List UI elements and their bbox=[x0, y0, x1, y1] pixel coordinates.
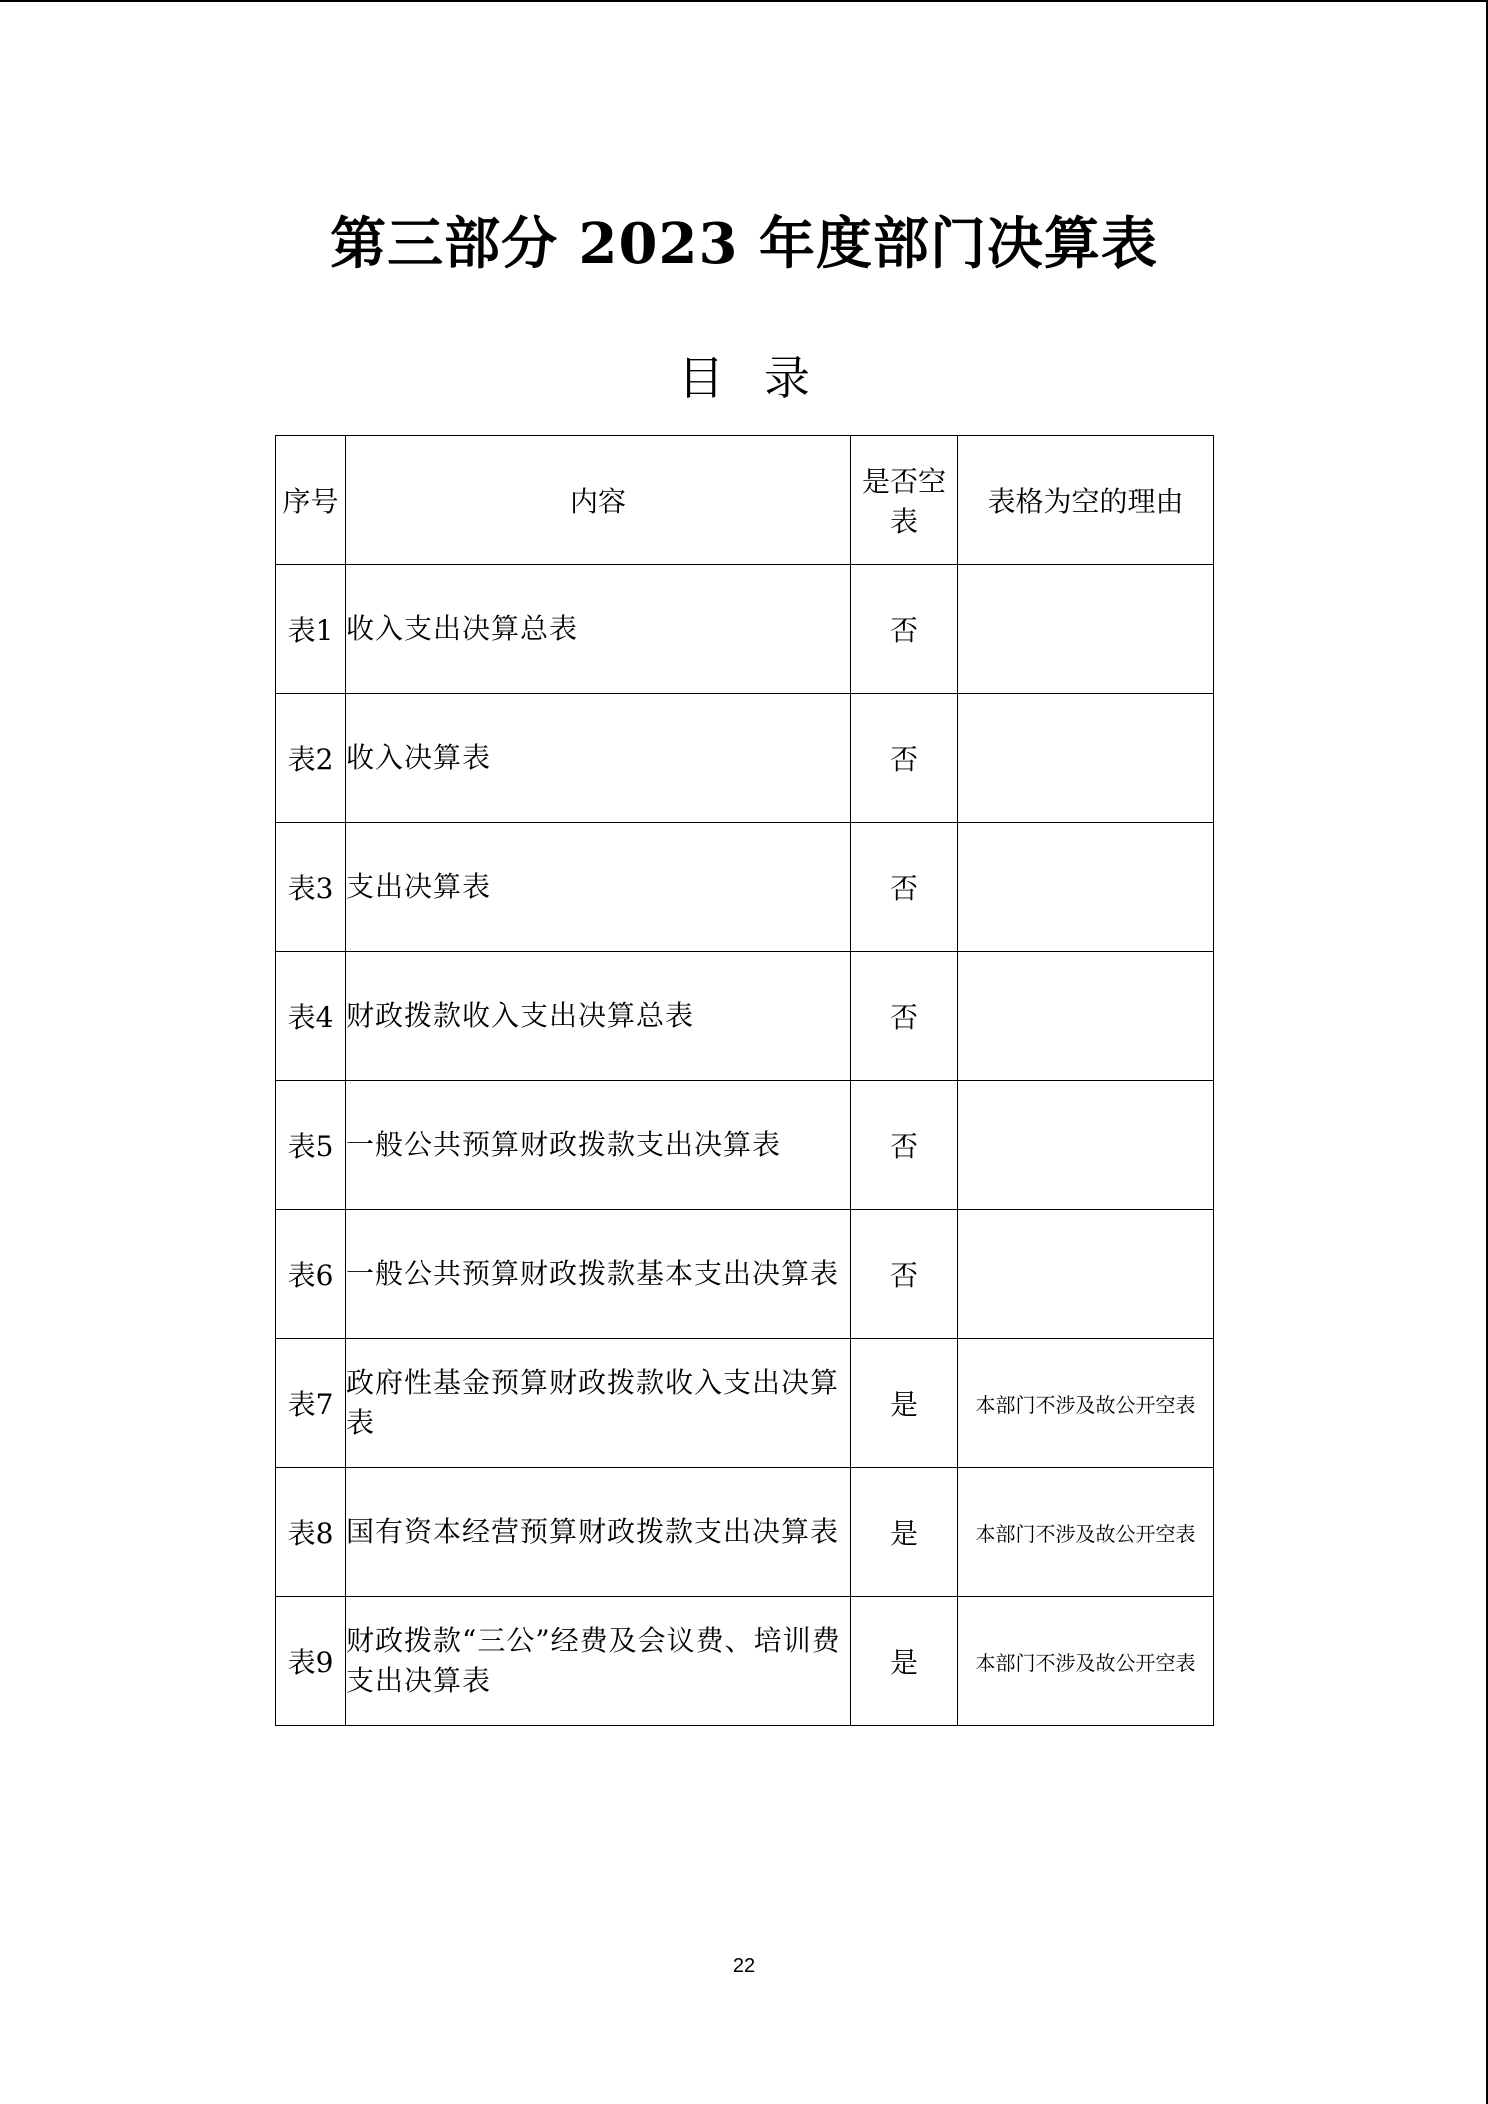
row-content: 财政拨款收入支出决算总表 bbox=[346, 952, 851, 1081]
row-is-empty: 是 bbox=[851, 1468, 958, 1597]
row-content: 政府性基金预算财政拨款收入支出决算表 bbox=[346, 1339, 851, 1468]
row-reason bbox=[958, 565, 1214, 694]
row-is-empty: 否 bbox=[851, 952, 958, 1081]
row-content: 收入支出决算总表 bbox=[346, 565, 851, 694]
header-index: 序号 bbox=[276, 436, 346, 565]
row-index: 表4 bbox=[276, 952, 346, 1081]
table-row bbox=[276, 1210, 1214, 1339]
row-index: 表5 bbox=[276, 1081, 346, 1210]
row-is-empty: 否 bbox=[851, 823, 958, 952]
table-header-row bbox=[276, 436, 1214, 565]
row-content: 一般公共预算财政拨款基本支出决算表 bbox=[346, 1210, 851, 1339]
page-number: 22 bbox=[732, 1955, 756, 1977]
table-row bbox=[276, 1339, 1214, 1468]
table-row bbox=[276, 694, 1214, 823]
table-row bbox=[276, 952, 1214, 1081]
row-is-empty: 否 bbox=[851, 1081, 958, 1210]
row-is-empty: 是 bbox=[851, 1597, 958, 1726]
row-is-empty: 否 bbox=[851, 565, 958, 694]
page-top-border bbox=[0, 0, 1488, 2]
toc-table bbox=[275, 435, 1214, 1726]
row-index: 表7 bbox=[276, 1339, 346, 1468]
document-title: 第三部分 2023 年度部门决算表 bbox=[330, 211, 1158, 277]
table-row bbox=[276, 823, 1214, 952]
row-reason: 本部门不涉及故公开空表 bbox=[958, 1339, 1214, 1468]
row-is-empty: 否 bbox=[851, 694, 958, 823]
table-row bbox=[276, 565, 1214, 694]
row-content: 收入决算表 bbox=[346, 694, 851, 823]
table-row bbox=[276, 1468, 1214, 1597]
row-content: 国有资本经营预算财政拨款支出决算表 bbox=[346, 1468, 851, 1597]
row-reason bbox=[958, 1210, 1214, 1339]
header-reason: 表格为空的理由 bbox=[958, 436, 1214, 565]
row-reason bbox=[958, 694, 1214, 823]
toc-heading: 目录 bbox=[678, 351, 850, 405]
row-content: 一般公共预算财政拨款支出决算表 bbox=[346, 1081, 851, 1210]
row-index: 表9 bbox=[276, 1597, 346, 1726]
row-index: 表2 bbox=[276, 694, 346, 823]
header-is-empty: 是否空表 bbox=[851, 436, 958, 565]
row-index: 表8 bbox=[276, 1468, 346, 1597]
table-row bbox=[276, 1081, 1214, 1210]
row-is-empty: 否 bbox=[851, 1210, 958, 1339]
row-reason bbox=[958, 952, 1214, 1081]
row-reason bbox=[958, 823, 1214, 952]
row-index: 表3 bbox=[276, 823, 346, 952]
row-reason: 本部门不涉及故公开空表 bbox=[958, 1597, 1214, 1726]
row-reason bbox=[958, 1081, 1214, 1210]
row-is-empty: 是 bbox=[851, 1339, 958, 1468]
row-content: 财政拨款“三公”经费及会议费、培训费支出决算表 bbox=[346, 1597, 851, 1726]
row-content: 支出决算表 bbox=[346, 823, 851, 952]
table-row bbox=[276, 1597, 1214, 1726]
row-reason: 本部门不涉及故公开空表 bbox=[958, 1468, 1214, 1597]
row-index: 表1 bbox=[276, 565, 346, 694]
header-content: 内容 bbox=[346, 436, 851, 565]
row-index: 表6 bbox=[276, 1210, 346, 1339]
